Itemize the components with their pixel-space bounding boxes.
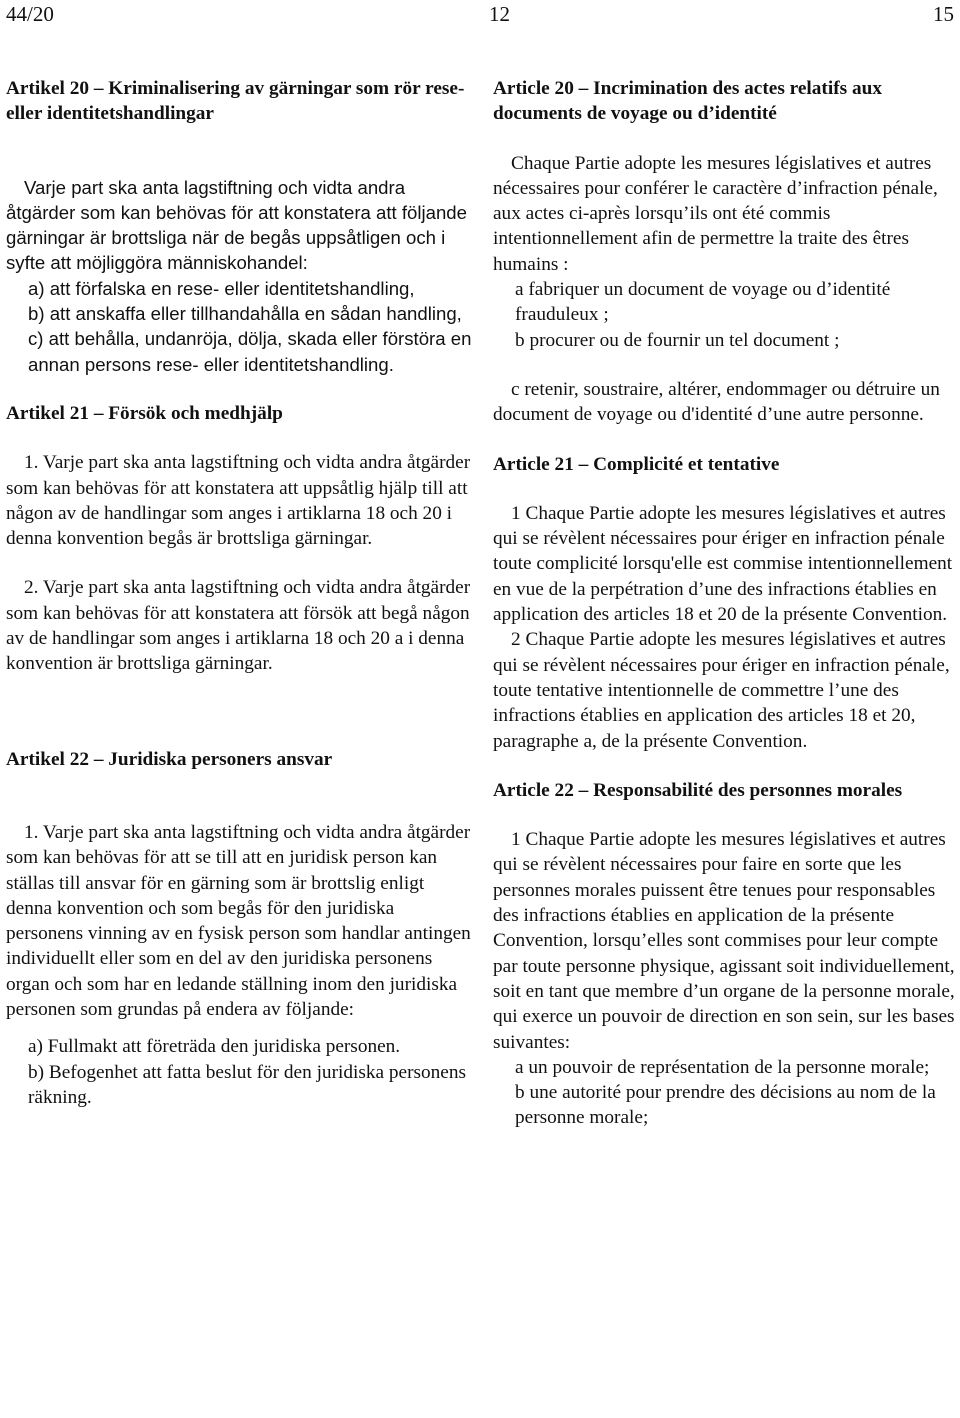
header-left: 44/20 (6, 2, 54, 26)
fr-article-22-item-b: b une autorité pour prendre des décisions au nom de la personne morale; (515, 1082, 936, 1129)
fr-article-21-para-1: 1 Chaque Partie adopte les mesures législatives et autres qui se révèlent nécessaires pour ériger en infraction pénale toute complicité lorsqu'elle est commise intentionnellement en vue de la perpétration d’une des infractions établies en application des articles 18 et 20 de la présente Convention. (493, 502, 953, 626)
sv-article-20-item-a: a) att förfalska en rese- eller identitetshandling, (28, 277, 415, 299)
sv-article-21-title: Artikel 21 – Försök och medhjälp (6, 402, 283, 424)
fr-article-22-para-1: 1 Chaque Partie adopte les mesures législatives et autres qui se révèlent nécessaires pour faire en sorte que les personnes morales puissent être tenues pour responsables des infractions établies en application de la présente Convention, lorsqu’elles sont commises pour leur compte par toute personne physique, agissant soit individuellement, soit en tant que membre d’un organe de la personne morale, qui exerce un pouvoir de direction en son sein, sur les bases suivantes: (493, 829, 955, 1053)
fr-article-22-item-a: a un pouvoir de représentation de la personne morale; (515, 1056, 930, 1078)
page-header (0, 2, 960, 32)
swedish-column (6, 76, 472, 1110)
fr-article-20-item-c: c retenir, soustraire, altérer, endommager ou détruire un document de voyage ou d'identité d’une autre personne. (493, 378, 940, 426)
sv-article-20-intro: Varje part ska anta lagstiftning och vidta andra åtgärder som kan behövas för att konstatera att följande gärningar är brottsliga när de begås uppsåtligen och i syfte att möjliggöra människohandel: (6, 176, 467, 274)
fr-article-20-item-a: a fabriquer un document de voyage ou d’identité frauduleux ; (515, 279, 891, 326)
fr-article-20-intro: Chaque Partie adopte les mesures législatives et autres nécessaires pour conférer le caractère d’infraction pénale, aux actes ci-après lorsqu’ils ont été commis intentionnellement afin de permettre la traite des êtres humains : (493, 152, 938, 275)
fr-article-21-para-2: 2 Chaque Partie adopte les mesures législatives et autres qui se révèlent nécessaires pour ériger en infraction pénale, toute tentative intentionnelle de commettre l’une des infractions établies en application des articles 18 et 20, paragraphe a, de la présente Convention. (493, 629, 950, 752)
french-column (493, 76, 955, 1131)
sv-article-20-title: Artikel 20 – Kriminalisering av gärningar som rör rese- eller identitetshandlingar (6, 78, 465, 125)
fr-article-22-title: Article 22 – Responsabilité des personnes morales (493, 779, 903, 801)
sv-article-20-item-c: c) att behålla, undanröja, dölja, skada eller förstöra en annan persons rese- eller identitetshandling. (28, 328, 472, 375)
header-center: 12 (489, 2, 510, 26)
sv-article-22-title: Artikel 22 – Juridiska personers ansvar (6, 748, 333, 770)
sv-article-21-para-2: 2. Varje part ska anta lagstiftning och vidta andra åtgärder som kan behövas för att konstatera att försök att begå någon av de handlingar som anges i artiklarna 18 och 20 a i denna konvention är brottsliga gärningar. (6, 577, 471, 675)
sv-article-22-item-b: b) Befogenhet att fatta beslut för den juridiska personens räkning. (28, 1061, 466, 1108)
sv-article-20-item-b: b) att anskaffa eller tillhandahålla en sådan handling, (28, 303, 462, 325)
sv-article-21-para-1: 1. Varje part ska anta lagstiftning och vidta andra åtgärder som kan behövas för att konstatera att uppsåtlig hjälp till att någon av de handlingar som anges i artiklarna 18 och 20 i denna konvention begås är brottsliga gärningar. (6, 452, 471, 550)
sv-article-22-para-1: 1. Varje part ska anta lagstiftning och vidta andra åtgärder som kan behövas för att se till att en juridisk person kan ställas till ansvar för en gärning som är brottslig enligt denna konvention och som begås för den juridiska personens vinning av en fysisk person som handlar antingen individuellt eller som en del av den juridiska personens organ och som har en ledande ställning inom den juridiska personen som grundas på endera av följande: (6, 821, 471, 1021)
header-right: 15 (933, 2, 954, 26)
fr-article-20-title: Article 20 – Incrimination des actes relatifs aux documents de voyage ou d’identité (493, 78, 882, 125)
sv-article-22-item-a: a) Fullmakt att företräda den juridiska personen. (28, 1036, 401, 1058)
fr-article-20-item-b: b procurer ou de fournir un tel document ; (515, 329, 840, 351)
fr-article-21-title: Article 21 – Complicité et tentative (493, 453, 780, 475)
